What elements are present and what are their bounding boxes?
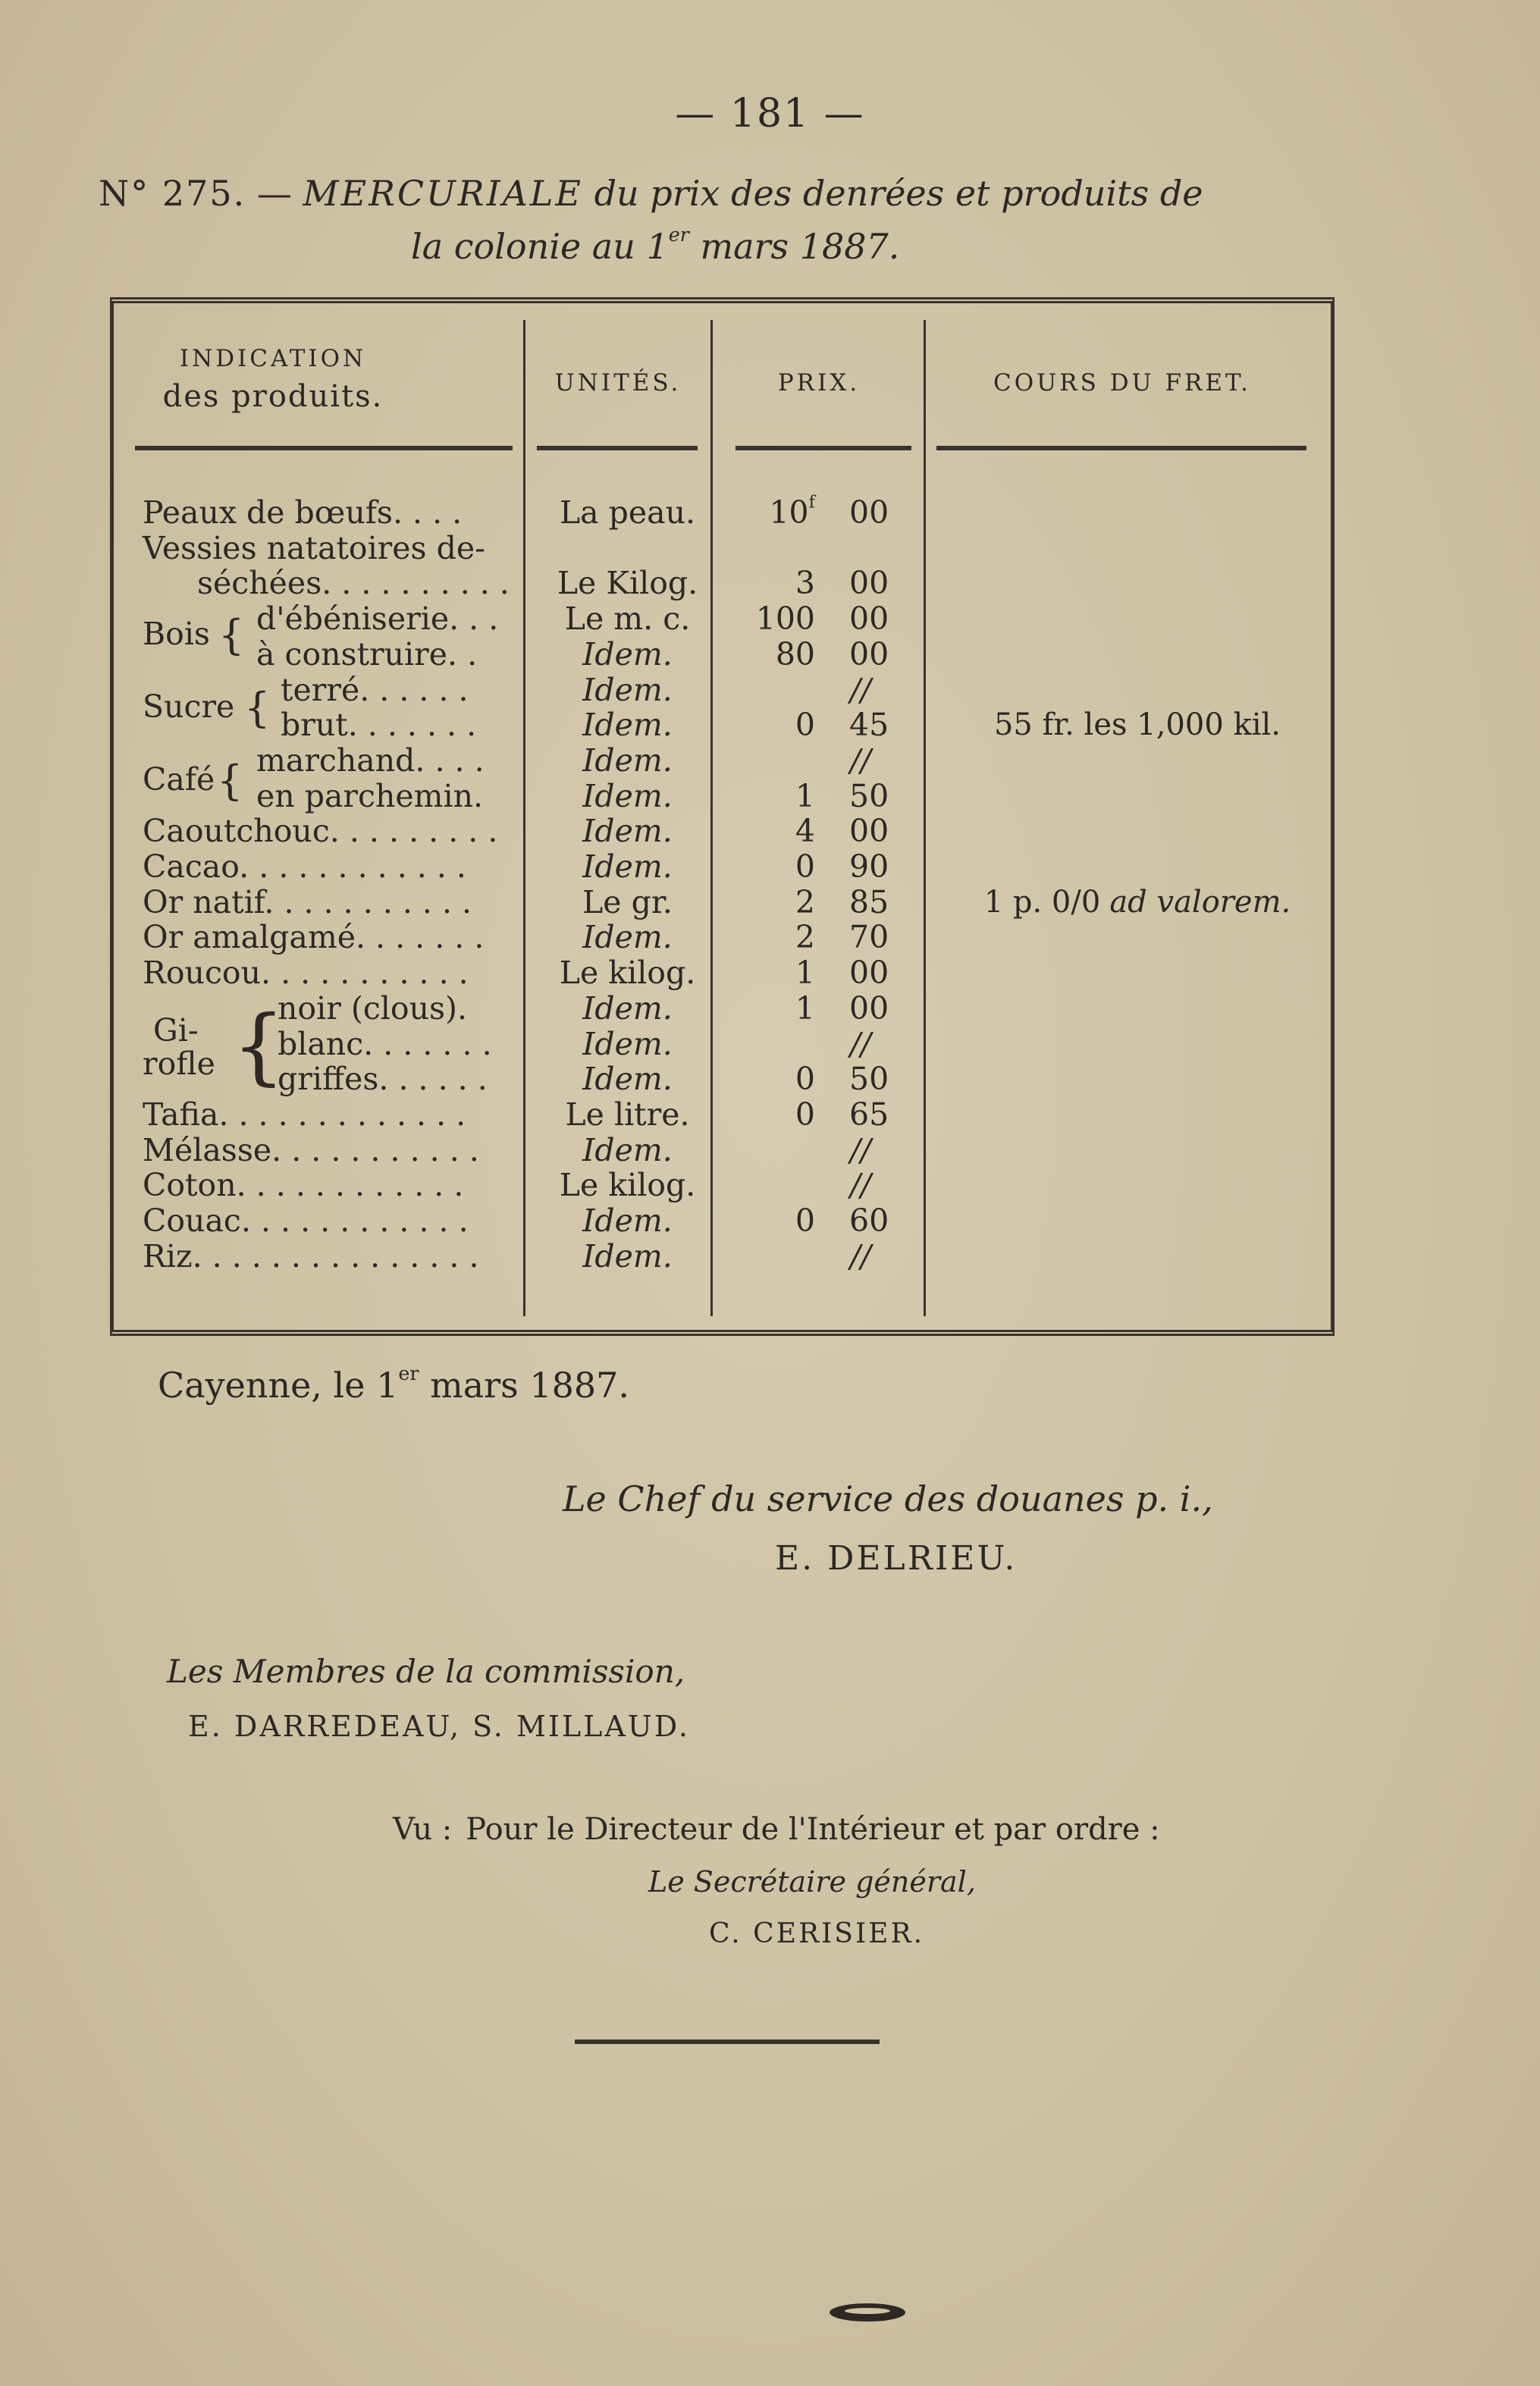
header-prix: PRIX. [777,369,861,397]
price-integer: 0 [795,707,815,744]
price-decimal: 00 [849,494,889,531]
group-sucre: Sucre { [143,684,271,732]
table-row [114,1096,1331,1133]
price-integer: 1 [795,955,815,992]
product-label: Riz. . . . . . . . . . . . . . . [143,1237,479,1275]
unit-cell: Idem. [582,742,673,779]
price-integer: 100 [755,600,815,638]
price-none-mark: // [850,1131,871,1168]
product-label: Or natif. . . . . . . . . . . [143,883,472,920]
product-label: blanc. . . . . . . [278,1025,492,1062]
vu-label: Vu : [393,1812,453,1847]
price-none-mark: // [850,671,871,708]
price-decimal: 00 [849,955,889,992]
unit-cell: Idem. [582,671,673,708]
product-label: à construire. . [256,635,478,673]
separator-rule [575,2040,880,2044]
unit-cell: Idem. [582,1061,673,1098]
secretaire-name: C. CERISIER. [709,1918,925,1949]
header-indication-line2: des produits. [162,379,384,414]
price-integer: 2 [795,883,815,920]
price-none-mark: // [850,1167,871,1204]
title-line2 [99,220,1357,273]
header-indication-line1: INDICATION [179,345,367,372]
table-row [114,636,1331,673]
price-none-mark: // [850,1237,871,1275]
table-row [114,990,1331,1027]
header-rule [135,446,513,450]
vu-text: Pour le Directeur de l'Intérieur et par ordre : [466,1812,1160,1847]
table-row [114,707,1331,743]
price-unit-sup: f [808,492,815,513]
table-row [114,955,1331,991]
table-row [114,1132,1331,1168]
price-decimal: 60 [849,1202,889,1239]
product-label: Cacao. . . . . . . . . . . . [143,848,466,885]
title-rest: du prix des denrées et produits de [594,173,1203,214]
title-word: MERCURIALE [303,173,583,214]
table-row [114,919,1331,955]
table-row [114,494,1331,531]
product-label: griffes. . . . . . [278,1061,488,1098]
product-label: terré. . . . . . [281,671,469,708]
table-row [114,1061,1331,1097]
price-decimal: 50 [849,777,889,814]
price-none-mark: // [850,742,871,779]
table-row [114,1167,1331,1203]
product-label: brut. . . . . . . [281,707,477,744]
unit-cell: Idem. [582,919,673,956]
unit-cell: Idem. [582,707,673,744]
product-label: Coton. . . . . . . . . . . . [143,1167,464,1204]
price-decimal: 00 [849,635,889,673]
price-decimal: 00 [849,813,889,850]
price-decimal: 85 [849,883,889,920]
header-rule [735,446,911,450]
unit-cell: Le Kilog. [557,565,698,602]
unit-cell: Idem. [582,777,673,814]
price-integer: 10$^f$ [769,492,815,531]
price-decimal: 50 [849,1061,889,1098]
group-bois: Bois { [143,611,245,659]
title-dash: — [256,173,292,214]
price-integer: 3 [795,565,815,602]
header-indication [136,340,409,415]
price-integer: 0 [795,1202,815,1239]
table-row [114,672,1331,708]
product-label: d'ébéniserie. . . [256,600,499,638]
membres-names: E. DARREDEAU, S. MILLAUD. [188,1710,690,1743]
table-row [114,1238,1331,1275]
group-girofle: Gi- rofle { [143,997,285,1094]
unit-cell: Idem. [582,1202,673,1239]
fret-cell: 1 p. 0/0 ad valorem. [983,884,1291,920]
fret-cell: 55 fr. les 1,000 kil. [993,707,1281,743]
price-decimal: 90 [849,848,889,885]
table-row [114,530,1331,566]
product-label: Couac. . . . . . . . . . . . [143,1202,469,1239]
table-row [114,742,1331,779]
unit-cell: Le gr. [582,883,673,920]
table-row [114,1026,1331,1062]
title-line2-pre: la colonie au 1 [411,226,669,267]
price-decimal: 45 [849,707,889,744]
group-cafe: Café { [143,757,243,804]
price-integer: 1 [795,777,815,814]
product-label: Caoutchouc. . . . . . . . . [143,813,498,850]
product-label: séchées. . . . . . . . . . [197,565,510,602]
product-label: marchand. . . . [256,742,485,779]
unit-cell: Idem. [582,989,673,1027]
table-row [114,813,1331,849]
header-rule [936,446,1306,450]
table-row [114,565,1331,601]
unit-cell: Idem. [582,848,673,885]
title-line2-post: mars 1887. [688,226,900,267]
price-decimal: 00 [849,989,889,1027]
product-label: en parchemin. [256,777,484,814]
table-row [114,884,1331,920]
place-date: Cayenne, le 1er mars 1887. [158,1362,630,1406]
price-integer: 0 [795,1061,815,1098]
price-integer: 4 [795,813,815,850]
product-label: noir (clous). [278,989,468,1027]
chef-name: E. DELRIEU. [775,1539,1018,1578]
price-table [110,297,1335,1336]
secretaire-title: Le Secrétaire général, [648,1865,976,1898]
price-decimal: 00 [849,600,889,638]
product-label: Vessies natatoires de- [143,529,485,566]
price-integer: 2 [795,919,815,956]
vu-line [393,1812,1160,1847]
header-rule [537,446,698,450]
unit-cell: Le m. c. [564,600,691,638]
header-cours: COURS DU FRET. [993,369,1251,397]
membres-title: Les Membres de la commission, [167,1653,685,1690]
product-label: Roucou. . . . . . . . . . . [143,955,469,992]
title-number: N° 275. [99,173,246,214]
table-row [114,778,1331,814]
unit-cell: Le kilog. [559,955,696,992]
price-integer: 0 [795,848,815,885]
price-integer: 0 [795,1096,815,1133]
unit-cell: Idem. [582,635,673,673]
product-label: Tafia. . . . . . . . . . . . . [143,1096,466,1133]
price-decimal: 65 [849,1096,889,1133]
unit-cell: La peau. [559,494,696,531]
unit-cell: Idem. [582,813,673,850]
table-row [114,600,1331,637]
product-label: Peaux de bœufs. . . . [143,494,463,531]
price-integer: 80 [775,635,815,673]
unit-cell: Le litre. [565,1096,690,1133]
header-unites: UNITÉS. [554,369,682,397]
price-decimal: 00 [849,565,889,602]
unit-cell: Idem. [582,1131,673,1168]
product-label: Mélasse. . . . . . . . . . . [143,1131,479,1168]
product-label: Or amalgamé. . . . . . . [143,919,485,956]
table-row [114,848,1331,885]
unit-cell: Idem. [582,1025,673,1062]
unit-cell: Le kilog. [559,1167,696,1204]
table-row [114,1202,1331,1239]
end-ornament [826,2299,908,2326]
price-integer: 1 [795,989,815,1027]
price-none-mark: // [850,1025,871,1062]
price-decimal: 70 [849,919,889,956]
title-line2-sup: er [668,224,689,246]
chef-title: Le Chef du service des douanes p. i., [563,1478,1213,1519]
page-number: — 181 — [675,91,865,136]
unit-cell: Idem. [582,1237,673,1275]
document-title [99,167,1357,273]
